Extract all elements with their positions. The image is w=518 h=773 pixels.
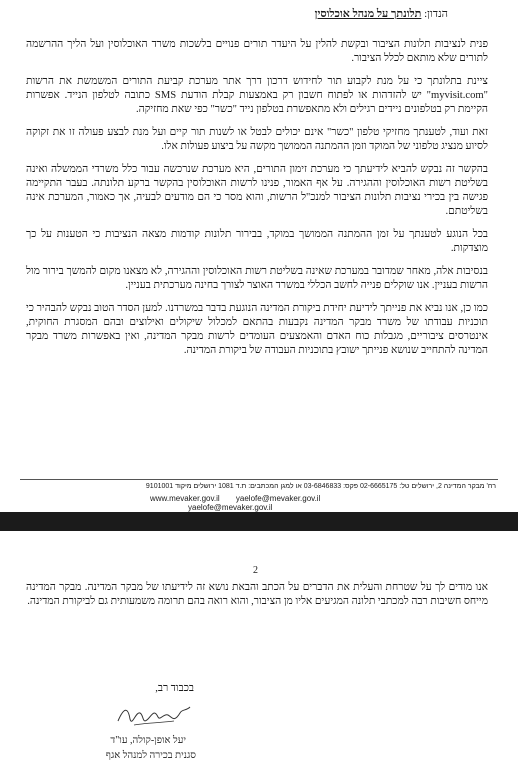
signature-icon — [114, 699, 194, 733]
footer-website-link[interactable]: www.mevaker.gov.il — [150, 494, 220, 503]
paragraph: ציינת בתלונתך כי על מנת לקבוע תור לחידוש דרכון דרך אתר מערכת קביעת התורים המשמשת את הרשות "myvisit.com" יש להזדהות או לפתוח חשבון רק באמצעות קבלת הודעת SMS כתובה לטלפון הנייד. אפשרות הקיימת רק בטלפונים ניידים רגילים ולא מתאפשרת בטלפון נייד "כשר" כפי שאת מחזיקה. — [26, 76, 488, 115]
paragraph: אנו מודים לך על שטרחת והעלית את הדברים על הכתב והבאת נושא זה לידיעתו של מבקר המדינה. מבקר המדינה מייחס חשיבות רבה למכתבי תלונה המגיעים אליו מן הציבור, והוא רואה בהם תרומה משמעותית גם לביקורת המדינה. — [26, 582, 488, 607]
paragraph: זאת ועוד, לטענתך מחזיקי טלפון "כשר" אינם יכולים לבטל או לשנות תור קיים ועל מנת לבצע פעולה זו את זקוקה לסיוע מנציג טלפוני של המוקד וזמן ההמתנה הממושך מקשה על ביצוע פעולות אלו. — [26, 127, 488, 152]
footer-email[interactable]: yaelofe@mevaker.gov.il — [188, 503, 273, 512]
letter-body-2 — [26, 581, 488, 609]
letter-body — [26, 38, 488, 367]
page-number: 2 — [253, 565, 258, 576]
footer-web — [150, 494, 334, 503]
paragraph: פנית לנציבות תלונות הציבור ובקשת להלין על היעדר תורים פנויים בלשכות משרד האוכלוסין ועל הליך ההרשמה לתורים שלא מותאם לכלל הציבור. — [26, 39, 488, 64]
paragraph: בכל הנוגע לטענתך על זמן ההמתנה הממושך במוקד, בבירור תלונות קודמות מצאה הנציבות כי הטענות על כך מוצדקות. — [26, 229, 488, 254]
subject-value: תלונתך על מנהל אוכלוסין — [314, 8, 422, 20]
letter-page-2 — [0, 531, 518, 773]
subject-label: הנדון: — [424, 8, 448, 20]
signer-name: יעל אופן-קולה, עו"ד — [110, 735, 186, 746]
subject-line — [315, 8, 448, 20]
signer-title: סגנית בכירה למנהל אגף — [105, 750, 196, 761]
paragraph: בנסיבות אלה, מאחר שמדובר במערכת שאינה בשליטת רשות האוכלוסין וההגירה, לא מצאנו מקום להמשך בירור מול הרשות בעניין. אנו שוקלים פנייה לחשב הכללי במשרד האוצר לצורך בחינה מערכתית בעניין. — [26, 266, 488, 291]
footer-address: רח' מבקר המדינה 2, ירושלים טל: 02-6665175 פקס: 03-6846833 או למגן המכתבים: ת.ד 1081 ירושלים מיקוד 9101001 — [145, 483, 496, 490]
paragraph: בהקשר זה נבקש להביא לידיעתך כי מערכת זימון התורים, היא מערכת שנרכשה עבור כלל משרדי הממשלה ואינה בשליטת רשות האוכלוסין וההגירה. על אף האמור, פנינו לרשות האוכלוסין בהקשר ברקע תלונתה. בעבר התקיימה פגישה בין בכירי נציבות תלונות הציבור למנכ"ל הרשות, והוא מסר כי הם מודעים לבעיה, אך כאמור, המערכת אינה בשליטתם. — [26, 164, 488, 217]
closing-line: בכבוד רב, — [155, 683, 194, 694]
page-separator — [0, 512, 518, 531]
footer-email-link[interactable]: yaelofe@mevaker.gov.il — [235, 494, 321, 503]
footer-divider — [20, 479, 498, 480]
paragraph: כמו כן, אנו נביא את פנייתך לידיעת יחידת ביקורת המדינה הנוגעת בדבר במשרדנו. למען הסדר הטוב נבקש להבהיר כי תוכניות עבודתו של משרד מבקר המדינה נקבעות בהתאם למכלול שיקולים ואילוצים ובהם המסגרת החוקית, אינטרסים ציבוריים, מגבלות כוח האדם והאמצעים העומדים לרשות מבקר המדינה, ואין באפשרות משרד מבקר המדינה להתחייב שנושא פנייתך ישובץ בתוכניות העבודה של ביקורת המדינה. — [26, 303, 488, 356]
